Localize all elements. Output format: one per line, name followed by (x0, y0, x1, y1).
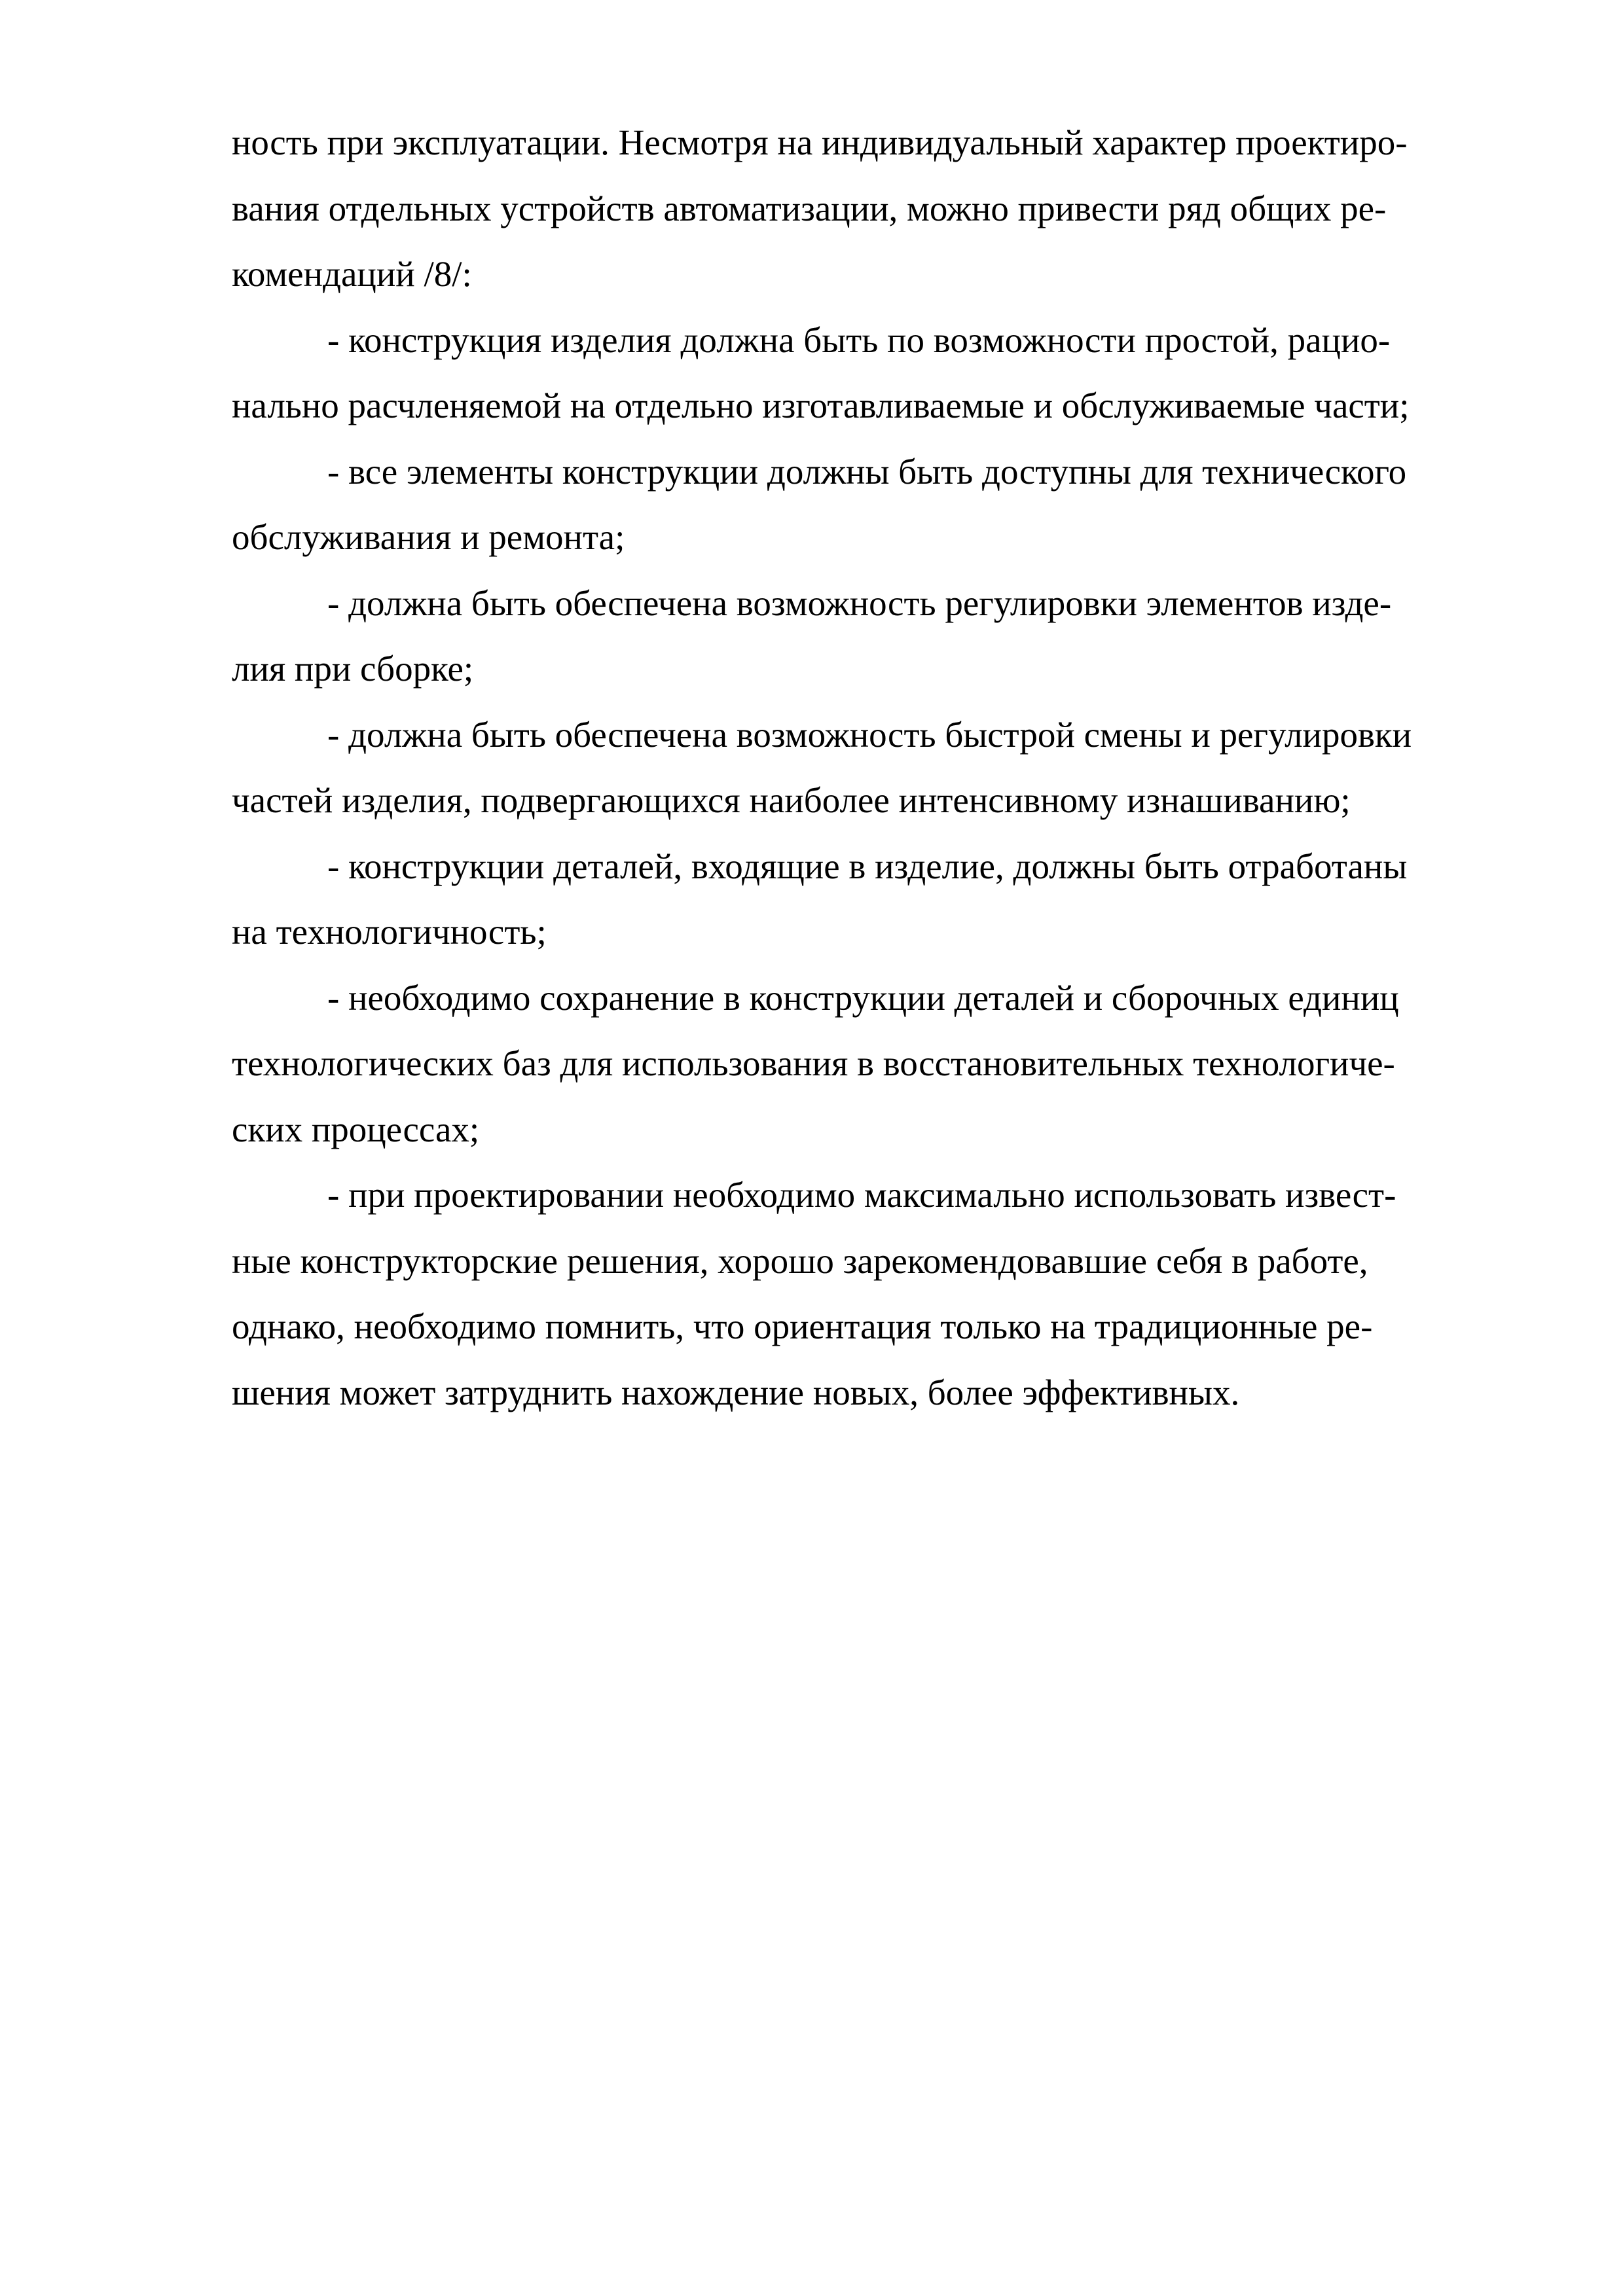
text-line: на технологичность; (232, 912, 547, 952)
list-item-line: - должна быть обеспечена возможность быстрой смены и регулировки (327, 714, 1412, 755)
text-line: нально расчленяемой на отдельно изготавливаемые и обслуживаемые части; (232, 386, 1410, 425)
text-line: шения может затруднить нахождение новых, более эффективных. (232, 1372, 1240, 1412)
list-item-line: - должна быть обеспечена возможность регулировки элементов изде- (327, 583, 1392, 623)
text-line: комендаций /8/: (232, 254, 472, 294)
list-item-line: - все элементы конструкции должны быть доступны для технического (327, 451, 1407, 492)
text-line: ских процессах; (232, 1109, 480, 1149)
text-line: лия при сборке; (232, 649, 474, 689)
text-line: обслуживания и ремонта; (232, 517, 625, 557)
list-item-line: - конструкция изделия должна быть по возможности простой, рацио- (327, 319, 1391, 360)
list-item-line: - при проектировании необходимо максимально использовать извест- (327, 1175, 1396, 1215)
list-item-line: - конструкции деталей, входящие в изделие, должны быть отработаны (327, 846, 1408, 886)
text-line: ные конструкторские решения, хорошо зарекомендовавшие себя в работе, (232, 1240, 1368, 1281)
text-line: ность при эксплуатации. Несмотря на индивидуальный характер проектиро- (232, 122, 1408, 162)
text-line: вания отдельных устройств автоматизации, можно привести ряд общих ре- (232, 188, 1387, 228)
body-text (232, 110, 1489, 1426)
list-item-line: - необходимо сохранение в конструкции деталей и сборочных единиц (327, 977, 1399, 1018)
text-line: частей изделия, подвергающихся наиболее интенсивному изнашиванию; (232, 780, 1351, 820)
text-line: однако, необходимо помнить, что ориентация только на традиционные ре- (232, 1306, 1373, 1346)
text-line: технологических баз для использования в восстановительных технологиче- (232, 1043, 1395, 1083)
